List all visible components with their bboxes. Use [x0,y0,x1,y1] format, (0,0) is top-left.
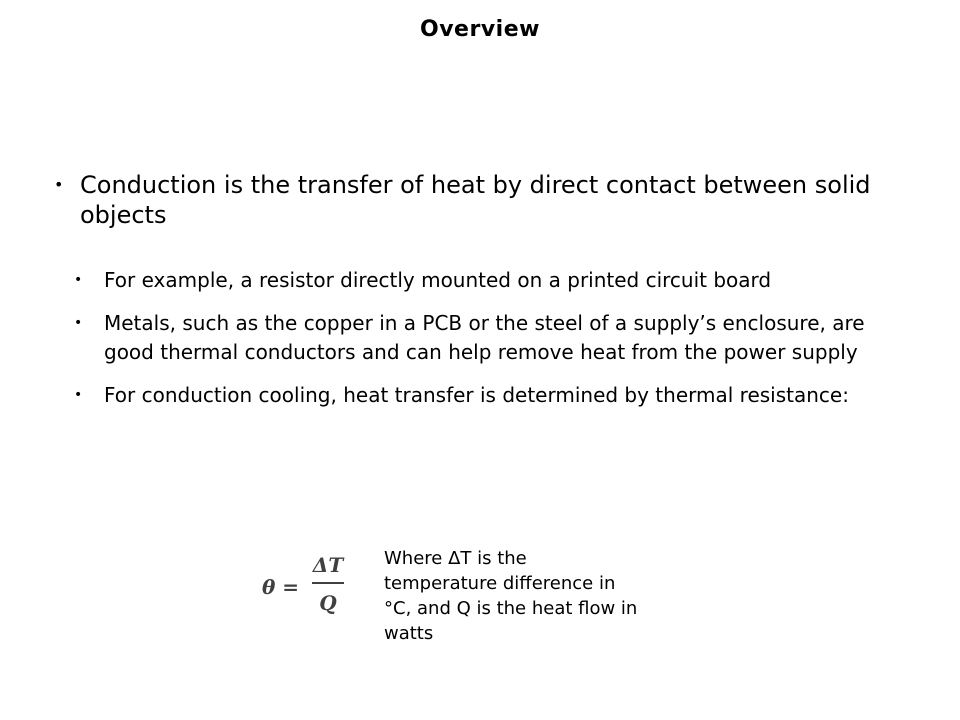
bullet-marker: • [74,387,83,403]
sub-bullet-text: For example, a resistor directly mounted on a printed circuit board [104,268,772,292]
sub-bullet-text: For conduction cooling, heat transfer is determined by thermal resistance: [104,383,849,407]
sub-bullet-metals [74,309,874,367]
sub-bullet-list [74,266,874,424]
formula-fraction [312,552,344,616]
formula-denominator: Q [319,591,337,615]
thermal-resistance-formula [262,552,352,622]
bullet-marker: • [74,315,83,331]
bullet-marker: • [74,272,83,288]
formula-lhs: θ = [262,575,300,599]
fraction-bar [312,582,344,584]
sub-bullet-example [74,266,874,295]
main-bullet [54,170,914,230]
sub-bullet-text: Metals, such as the copper in a PCB or the steel of a supply’s enclosure, are good thermal conductors and can help remove heat from the power supply [104,311,865,364]
bullet-marker: • [54,175,64,194]
formula-numerator: ΔT [312,553,344,577]
sub-bullet-resistance [74,381,874,410]
main-bullet-text: Conduction is the transfer of heat by direct contact between solid objects [80,171,871,229]
slide-title: Overview [420,17,540,42]
formula-note: Where ΔT is the temperature difference in °C, and Q is the heat flow in watts [384,548,638,644]
